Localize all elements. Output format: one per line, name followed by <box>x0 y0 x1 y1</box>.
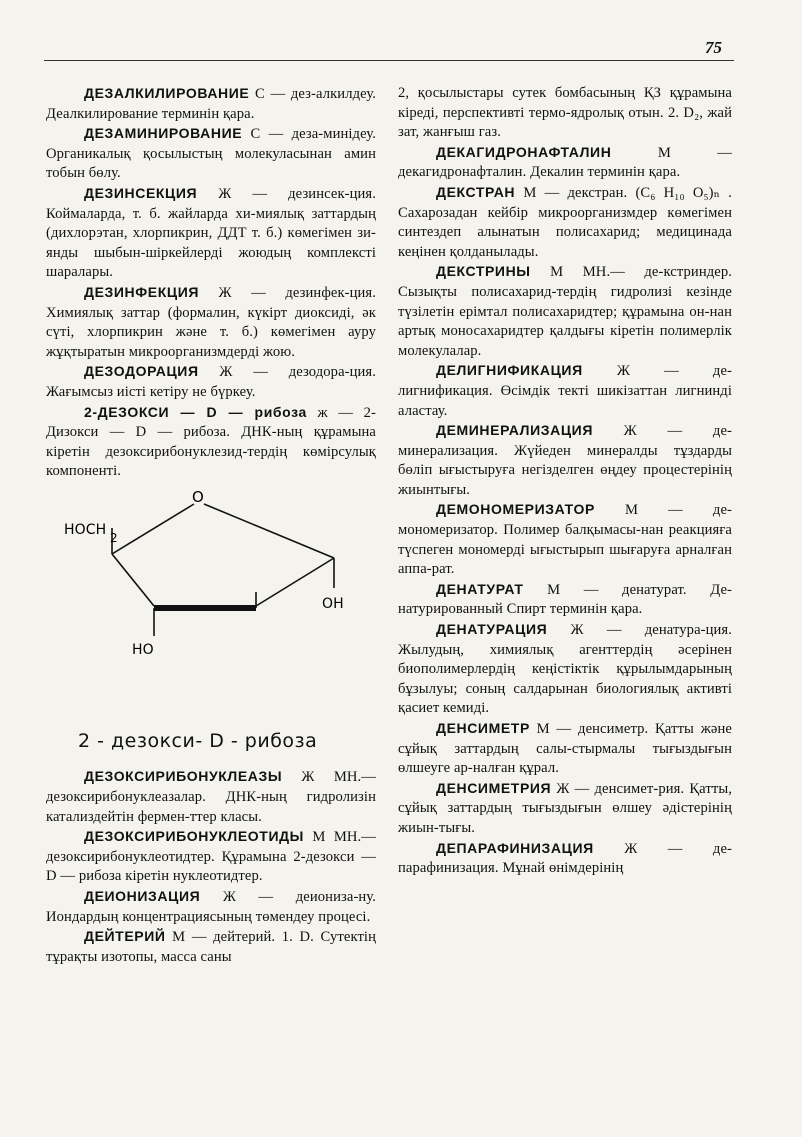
dictionary-entry <box>398 620 732 719</box>
entry-definition: М — декстран. (C₆ H₁₀ O₅)ₙ . Сахарозадан кейбір микроорганизмдер көмегімен синтездеп алынатын полисахарид; медицинада кеңінен қолданылады. <box>398 184 732 260</box>
entry-headword: ДЕЛИГНИФИКАЦИЯ <box>436 362 583 379</box>
entry-definition: Ж — де-минерализация. Жүйеден минералды тұздарды бөліп ығыстыруға негізделген өңдеу процестерінің жиынтығы. <box>398 423 732 498</box>
entry-headword: ДЕКСТРАН <box>436 183 516 200</box>
page-number: 75 <box>705 38 722 57</box>
entry-definition: ж — 2-Дизокси — D — рибоза. ДНК-ның құрамына кіретін дезоксирибонуклезид-тердің көмірсулық компоненті. <box>46 404 377 480</box>
dictionary-entry <box>46 927 376 967</box>
dictionary-entry <box>398 580 732 620</box>
entry-headword: ДЕЗОКСИРИБОНУКЛЕОТИДЫ <box>84 828 304 845</box>
oh-label: OH <box>322 595 344 612</box>
entry-headword: ДЕЗИНСЕКЦИЯ <box>84 184 198 201</box>
entry-headword: 2-ДЕЗОКСИ — D — рибоза <box>84 403 307 420</box>
dictionary-entry <box>398 421 732 500</box>
left-entries-after <box>46 767 376 967</box>
right-entries <box>398 84 732 879</box>
ring-oxygen-label: O <box>192 487 204 506</box>
entry-definition: Ж — деиониза-ну. Иондардың концентрациясының төмендеу процесі. <box>46 889 376 925</box>
entry-headword: ДЕНСИМЕТРИЯ <box>436 779 552 796</box>
entry-headword: ДЕЗАЛКИЛИРОВАНИЕ <box>84 85 250 101</box>
entry-definition: Ж — дезодора-ция. Жағымсыз иісті кетіру не бүркеу. <box>46 364 376 400</box>
hoch2-label: HOCH <box>64 521 107 538</box>
entry-definition: Ж — денсимет-рия. Қатты, сұйық заттардың тығыздығын өлшеу әдістерінің жиын-тығы. <box>398 780 732 836</box>
entry-headword: ДЕМОНОМЕРИЗАТОР <box>436 501 595 518</box>
left-column <box>46 84 376 967</box>
entry-definition: М — декагидронафталин. Декалин терминін қара. <box>398 144 732 181</box>
entry-definition: Ж — дезинсек-ция. Коймаларда, т. б. жайларда хи-миялық заттардың (дихлорэтан, хлорпикрин, ДДТ т. б.) көмегімен зи-янды шыбын-шіркейлерді жоюдың комплексті шаралары. <box>46 185 376 281</box>
dictionary-entry <box>398 719 732 779</box>
hoch2-subscript: 2 <box>110 530 118 545</box>
entry-definition: Ж — де-лигнификация. Өсімдік текті шикізаттан лигнинді аластау. <box>398 363 732 419</box>
entry-headword: ДЕЗОКСИРИБОНУКЛЕАЗЫ <box>84 768 283 785</box>
entry-headword: ДЕМИНЕРАЛИЗАЦИЯ <box>436 422 593 439</box>
entry-definition: Ж МН.— дезоксирибонуклеазалар. ДНК-ның гидролизін катализдейтін фермен-ттер класы. <box>46 769 376 825</box>
dictionary-entry <box>398 84 732 143</box>
dictionary-entry <box>46 124 376 184</box>
entry-definition: М — денсиметр. Қатты және сұйық заттардың салы-стырмалы тығыздығын өлшеуге ар-налған құрал. <box>398 721 732 777</box>
entry-definition: М МН.— де-кстриндер. Сызықты полисахарид-тердің гидролизі кезінде түзілетін ерімтал полисахаридтер; құрамына он-нан артық моносахаридтер қалдығы кіретін полимерлік молекулалар. <box>398 264 732 359</box>
dictionary-entry <box>46 283 376 362</box>
entry-headword: ДЕКСТРИНЫ <box>436 263 531 280</box>
entry-definition: Ж — де-парафинизация. Мұнай өнімдерінің <box>398 840 732 877</box>
entry-headword: ДЕПАРАФИНИЗАЦИЯ <box>436 839 594 856</box>
deoxyribose-structure-svg <box>46 488 376 728</box>
dictionary-entry <box>398 361 732 421</box>
bond-o-c1 <box>204 504 334 558</box>
dictionary-entry <box>46 767 376 827</box>
entry-definition: Ж — дезинфек-ция. Химиялық заттар (формалин, күкірт диоксиді, әк сүті, хлорпикрин және т. б.) көмегімен ауру жұқтыратын микроорганизмдерді жою. <box>46 284 376 360</box>
entry-definition: М МН.— дезоксирибонуклеотидтер. Құрамына 2-дезокси — D — рибоза кіретін нуклеотидтер. <box>46 829 376 885</box>
dictionary-entry <box>46 887 376 927</box>
dictionary-entry <box>398 779 732 839</box>
entry-definition: С — деза-минідеу. Органикалық қосылыстың молекуласынан амин тобын бөлу. <box>46 126 376 182</box>
entry-headword: ДЕНАТУРАЦИЯ <box>436 621 548 638</box>
dictionary-entry <box>398 183 732 262</box>
dictionary-entry <box>398 500 732 579</box>
entry-headword: ДЕЗОДОРАЦИЯ <box>84 363 199 380</box>
bond-c4-c3 <box>112 554 154 606</box>
dictionary-entry <box>398 262 732 361</box>
entry-headword: ДЕЗАМИНИРОВАНИЕ <box>84 125 243 142</box>
entry-definition: Ж — денатура-ция. Жылудың, химиялық агенттердің әсерінен биополимерлердің кеңістіктік құрылымдарының бұзылуы; соның салдарынан биологиялық активті қасиет кемиді. <box>398 622 732 717</box>
dictionary-entry <box>398 143 732 183</box>
entry-definition: М — денатурат. Де-натурированный Спирт терминін қара. <box>398 581 732 618</box>
entry-headword: ДЕЙТЕРИЙ <box>84 928 166 945</box>
right-column <box>398 84 732 879</box>
header-rule <box>44 60 734 61</box>
entry-headword: ДЕНАТУРАТ <box>436 580 524 597</box>
dictionary-entry <box>46 362 376 402</box>
dictionary-entry <box>398 839 732 879</box>
ho-label: HO <box>132 641 154 658</box>
entry-headword: ДЕЗИНФЕКЦИЯ <box>84 283 200 300</box>
left-entries <box>46 84 376 482</box>
entry-definition: М — дейтерий. 1. D. Сутектің тұрақты изотопы, масса саны <box>46 929 376 965</box>
entry-definition: М — де-мономеризатор. Полимер балқымасы-нан реакцияға түспеген мономерді ығыстырып шығаруға арналған аппа-рат. <box>398 502 732 578</box>
entry-headword: ДЕКАГИДРОНАФТАЛИН <box>436 143 612 160</box>
dictionary-entry <box>46 184 376 283</box>
entry-headword: ДЕНСИМЕТР <box>436 720 530 736</box>
dictionary-entry <box>46 84 376 124</box>
entry-definition: С — дез-алкилдеу. Деалкилирование терминін қара. <box>46 86 376 122</box>
dictionary-entry <box>46 403 376 482</box>
entry-definition: 2, қосылыстары сутек бомбасының ҚЗ құрамына кіреді, перспективті термо-ядролық отын. 2. D₂, жай зат, жанғыш газ. <box>398 85 732 141</box>
entry-headword: ДЕИОНИЗАЦИЯ <box>84 888 201 905</box>
figure-caption: 2 - дезокси- D - рибоза <box>78 729 318 752</box>
deoxyribose-structure-figure <box>46 488 376 728</box>
dictionary-entry <box>46 827 376 887</box>
bond-c4-o <box>112 504 194 554</box>
